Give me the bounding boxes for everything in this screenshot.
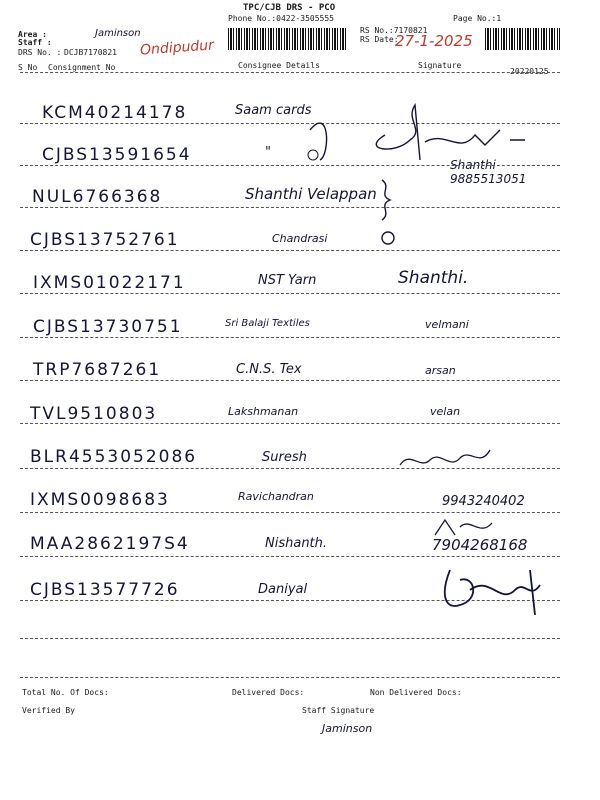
col-consignment: Consignment No: [48, 63, 116, 72]
drs-barcode: [228, 28, 348, 50]
consignment-number: BLR4553052086: [30, 447, 198, 467]
consignment-number: CJBS13591654: [42, 145, 192, 165]
row-remark: Shanthi 9885513051: [450, 158, 527, 186]
row-remark: arsan: [425, 364, 456, 377]
col-consignee: Consignee Details: [238, 61, 320, 70]
consignee-name: Nishanth.: [265, 536, 328, 551]
row-rule: [20, 512, 560, 513]
phone-number: Phone No.:0422-3505555: [228, 14, 334, 23]
staff-name-handwritten: Jaminson: [95, 28, 141, 39]
consignee-name: C.N.S. Tex: [236, 362, 302, 377]
row-rule: [20, 250, 560, 251]
non-delivered-docs-label: Non Delivered Docs:: [370, 688, 462, 697]
date-code: 20220125: [510, 67, 549, 76]
rs-date-label: RS Date:: [360, 35, 399, 44]
row-rule: [20, 380, 560, 381]
brace-mark: [370, 175, 400, 225]
row-remark: Shanthi.: [398, 268, 469, 288]
staff-signature-handwritten: Jaminson: [322, 722, 373, 735]
consignee-name: Suresh: [262, 450, 307, 465]
row-remark: 9943240402: [442, 494, 525, 509]
consignment-number: MAA2862197S4: [30, 534, 190, 554]
doc-title: TPC/CJB DRS - PCO: [243, 3, 336, 13]
col-sno: S No: [18, 63, 38, 72]
rs-barcode: [485, 28, 560, 50]
consignment-number: KCM40214178: [42, 103, 188, 123]
consignment-number: IXMS0098683: [30, 490, 170, 510]
page-number: Page No.:1: [453, 14, 502, 23]
staff-signature-label: Staff Signature: [302, 706, 375, 715]
signature-scrawl-1: [300, 100, 530, 175]
blank-rule: [20, 638, 560, 639]
row-rule: [20, 293, 560, 294]
signature-scrawl-3: [430, 515, 500, 540]
consignment-number: TVL9510803: [30, 404, 158, 424]
row-rule: [20, 207, 560, 208]
consignee-name: Lakshmanan: [228, 405, 299, 418]
consignee-name: NST Yarn: [258, 273, 317, 288]
row-rule: [20, 556, 560, 557]
consignee-name: Chandrasi: [272, 232, 328, 245]
consignee-name: Shanthi Velappan: [245, 185, 377, 203]
signature-scrawl-4: [430, 565, 560, 620]
consignment-number: TRP7687261: [33, 360, 162, 380]
consignee-name: Saam cards: [235, 103, 312, 118]
drs-no-label: DRS No. :: [18, 48, 62, 57]
ondipudur-handwritten: Ondipudur: [139, 37, 215, 59]
consignee-name: Sri Balaji Textiles: [225, 318, 310, 329]
consignment-number: CJBS13752761: [30, 230, 180, 250]
consignment-number: IXMS01022171: [33, 273, 186, 293]
col-signature: Signature: [418, 61, 462, 70]
row-remark: 7904268168: [432, 536, 528, 554]
consignment-number: NUL6766368: [32, 187, 163, 207]
header-rule: [20, 72, 560, 73]
circle-mark: [378, 228, 398, 248]
row-remark: velmani: [425, 318, 469, 331]
total-docs-label: Total No. Of Docs:: [22, 688, 109, 697]
verified-by-label: Verified By: [22, 706, 75, 715]
blank-rule: [20, 677, 560, 678]
consignee-name: Ravichandran: [238, 490, 314, 503]
consignment-number: CJBS13577726: [30, 580, 180, 600]
consignee-name: Daniyal: [258, 582, 308, 597]
row-rule: [20, 337, 560, 338]
consignment-number: CJBS13730751: [33, 317, 183, 337]
signature-scrawl-2: [395, 440, 505, 475]
consignee-name: ": [265, 145, 271, 160]
rs-number: RS No.:7170821: [360, 26, 428, 35]
rs-date-handwritten: 27-1-2025: [395, 32, 473, 50]
row-rule: [20, 423, 560, 424]
staff-label: Staff :: [18, 38, 52, 47]
area-label: Area :: [18, 30, 47, 39]
row-remark: velan: [430, 405, 461, 418]
delivered-docs-label: Delivered Docs:: [232, 688, 305, 697]
drs-no-value: DCJB7170821: [64, 48, 117, 57]
